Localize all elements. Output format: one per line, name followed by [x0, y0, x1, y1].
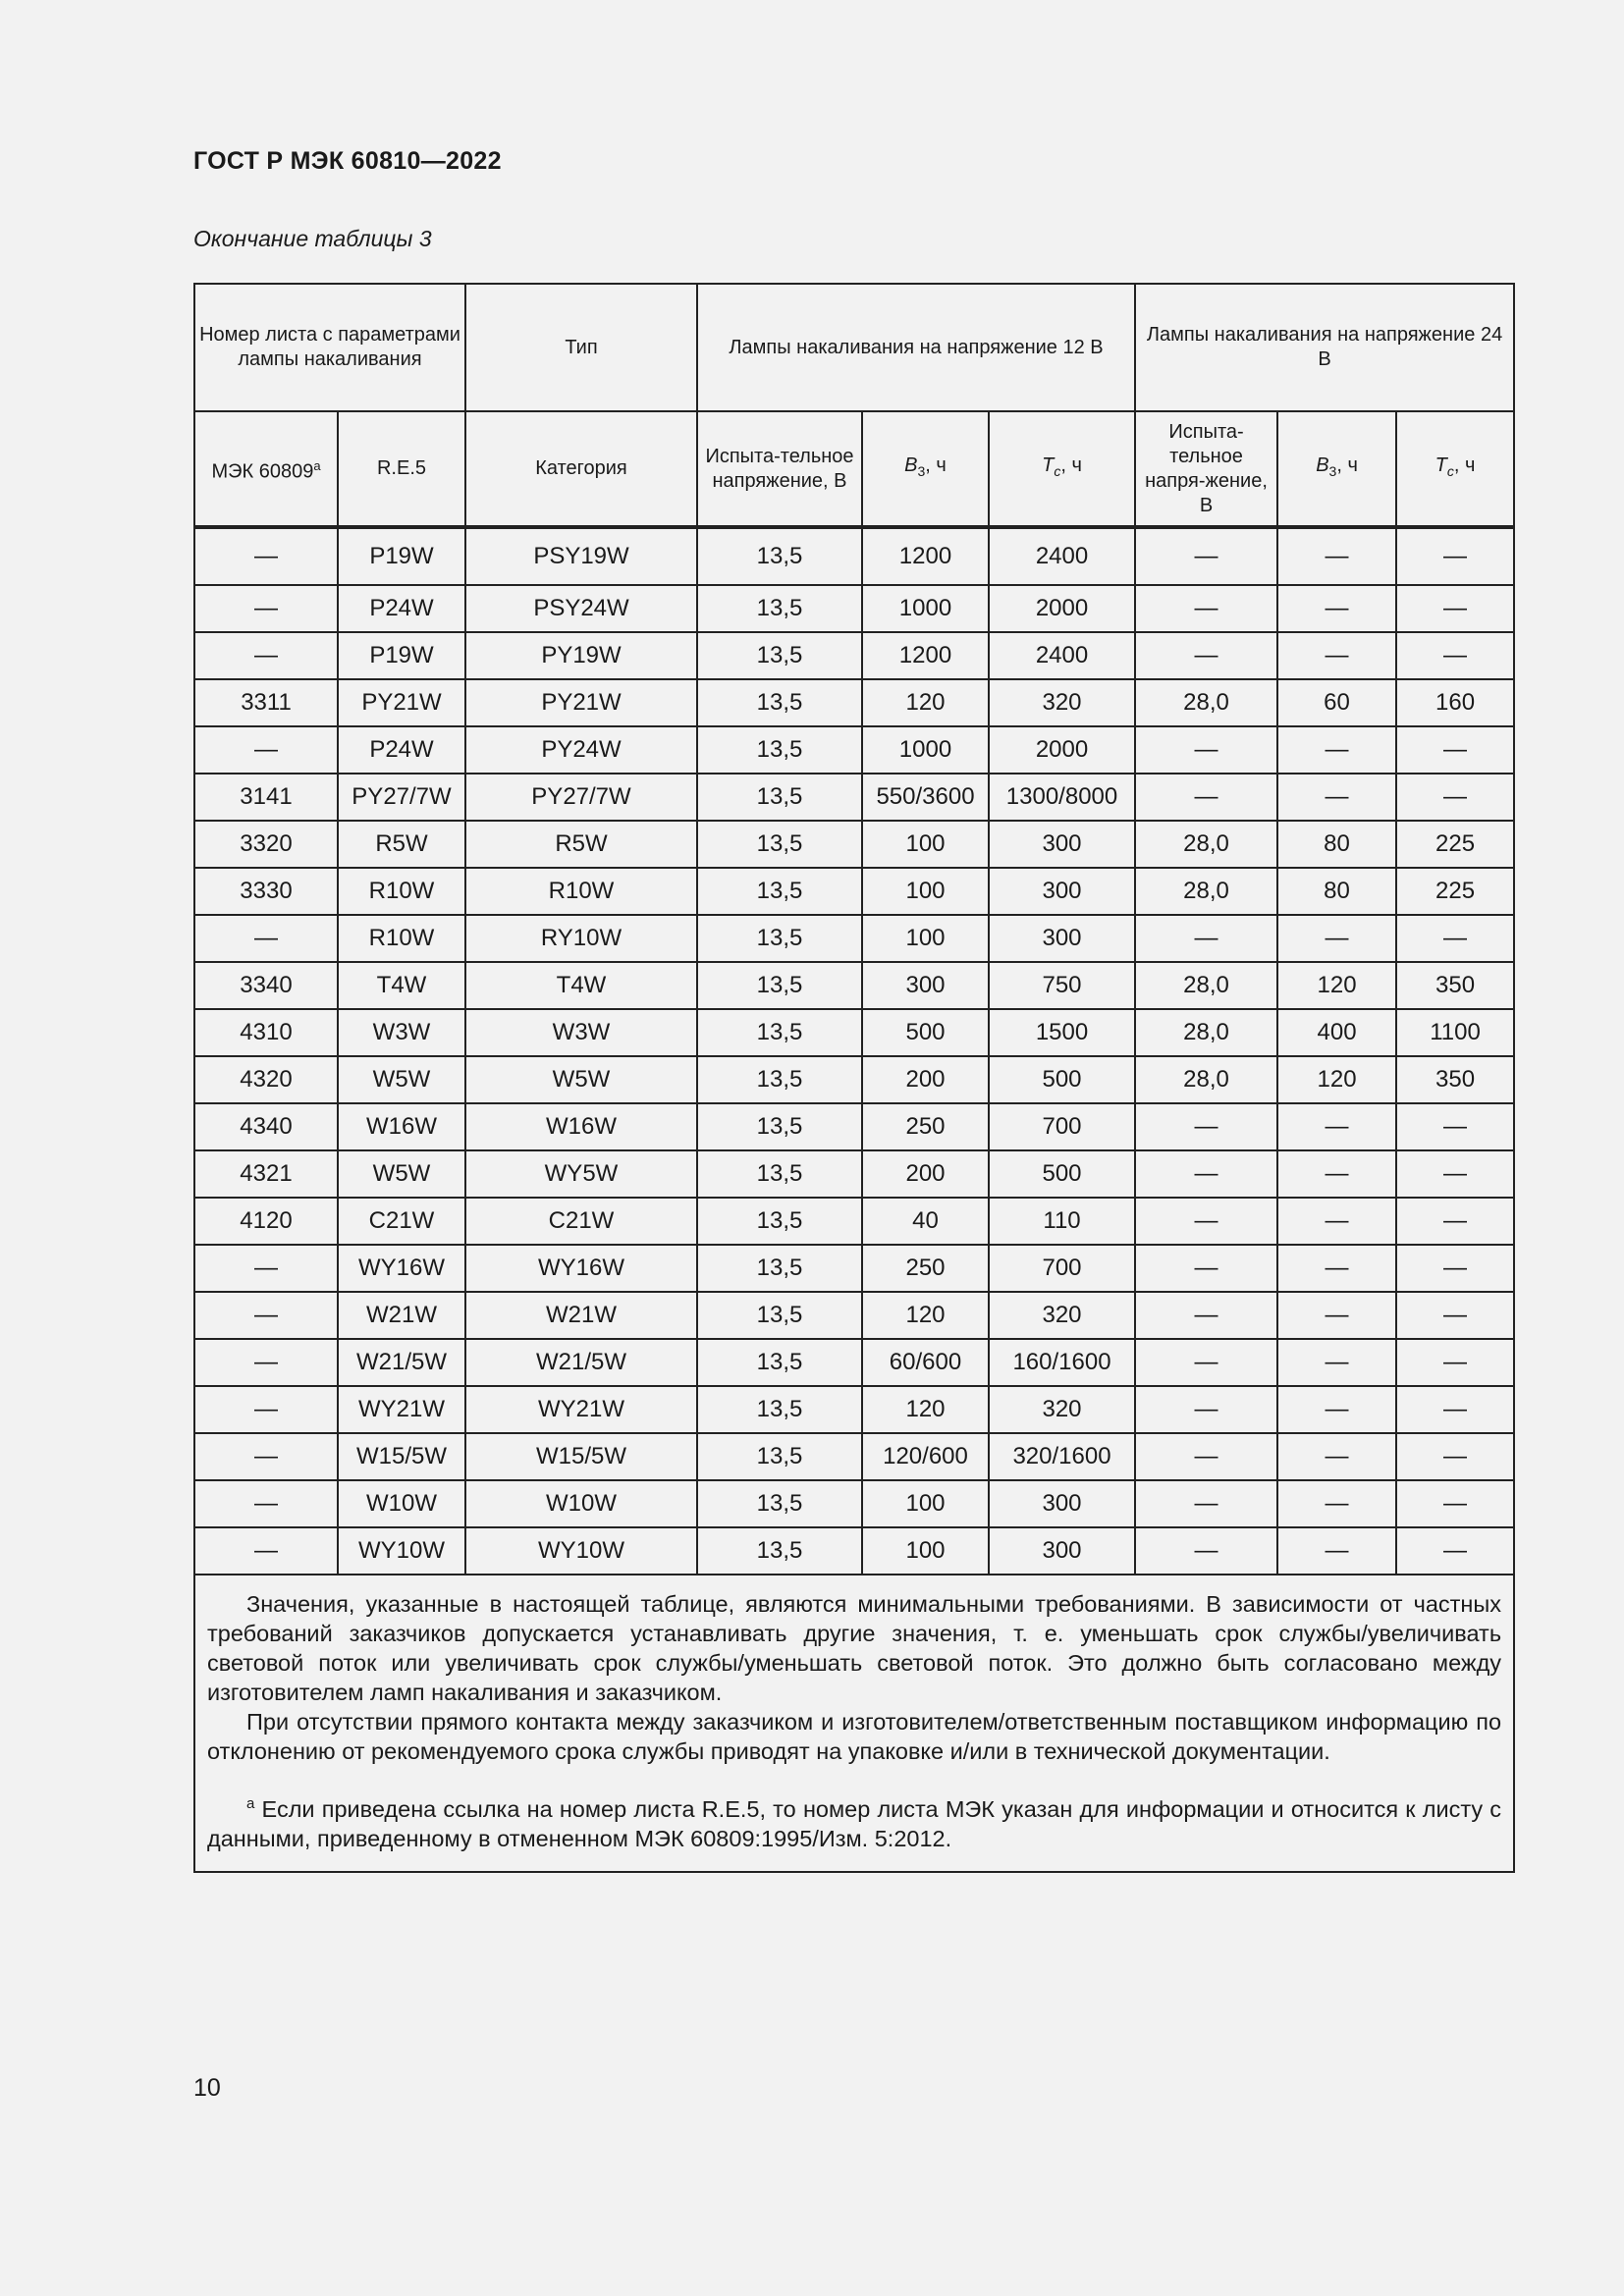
cell-tc-24v: — [1396, 1433, 1514, 1480]
cell-tc-24v: — [1396, 915, 1514, 962]
table-row [194, 1527, 1514, 1575]
footnote-marker: a [313, 457, 321, 473]
cell-tc-24v: 225 [1396, 868, 1514, 915]
cell-b3-12v: 200 [862, 1150, 989, 1198]
cell-re5-number: P24W [338, 726, 465, 774]
cell-tc-24v: — [1396, 1103, 1514, 1150]
cell-category: R10W [465, 868, 697, 915]
cell-b3-12v: 200 [862, 1056, 989, 1103]
cell-re5-number: W16W [338, 1103, 465, 1150]
cell-tc-24v: — [1396, 585, 1514, 632]
table-row [194, 774, 1514, 821]
cell-iec-number: 4321 [194, 1150, 338, 1198]
cell-iec-number: 4320 [194, 1056, 338, 1103]
cell-tc-12v: 300 [989, 868, 1135, 915]
table-row [194, 915, 1514, 962]
cell-tc-12v: 320 [989, 1292, 1135, 1339]
cell-category: PSY24W [465, 585, 697, 632]
cell-iec-number: 3340 [194, 962, 338, 1009]
cell-test-voltage-24v: 28,0 [1135, 679, 1277, 726]
cell-iec-number: 3330 [194, 868, 338, 915]
cell-tc-12v: 320 [989, 1386, 1135, 1433]
cell-tc-12v: 320 [989, 679, 1135, 726]
cell-test-voltage-12v: 13,5 [697, 774, 862, 821]
cell-b3-12v: 40 [862, 1198, 989, 1245]
cell-test-voltage-24v: — [1135, 915, 1277, 962]
cell-b3-12v: 120 [862, 679, 989, 726]
cell-b3-12v: 100 [862, 915, 989, 962]
cell-b3-24v: 80 [1277, 868, 1396, 915]
b3-symbol: B [904, 454, 918, 476]
cell-test-voltage-24v: — [1135, 1103, 1277, 1150]
cell-test-voltage-12v: 13,5 [697, 585, 862, 632]
cell-test-voltage-12v: 13,5 [697, 1433, 862, 1480]
tc-symbol: T [1435, 454, 1447, 476]
cell-test-voltage-24v: 28,0 [1135, 1056, 1277, 1103]
cell-iec-number: 4120 [194, 1198, 338, 1245]
table-row [194, 1386, 1514, 1433]
cell-test-voltage-24v: 28,0 [1135, 962, 1277, 1009]
note-paragraph-2: При отсутствии прямого контакта между заказчиком и изготовителем/ответственным поставщиком информацию по отклонению от рекомендуемого срока службы приводят на упаковке и/или в технической документации. [207, 1709, 1502, 1764]
table-row [194, 1433, 1514, 1480]
cell-test-voltage-12v: 13,5 [697, 1386, 862, 1433]
header-b3-12v [862, 411, 989, 527]
cell-b3-12v: 100 [862, 1527, 989, 1575]
cell-b3-24v: — [1277, 774, 1396, 821]
cell-test-voltage-24v: — [1135, 1245, 1277, 1292]
cell-b3-12v: 250 [862, 1245, 989, 1292]
cell-re5-number: W5W [338, 1150, 465, 1198]
table-row [194, 1009, 1514, 1056]
table-row [194, 1056, 1514, 1103]
table-row [194, 1339, 1514, 1386]
cell-re5-number: R5W [338, 821, 465, 868]
cell-tc-12v: 300 [989, 1480, 1135, 1527]
note-paragraph-1: Значения, указанные в настоящей таблице, являются минимальными требованиями. В зависимости от частных требований заказчиков допускается устанавливать другие значения, т. е. уменьшать срок службы/увеличивать световой поток или увеличивать срок службы/уменьшать световой поток. Это должно быть согласовано между изготовителем ламп накаливания и заказчиком. [207, 1591, 1502, 1705]
cell-test-voltage-12v: 13,5 [697, 821, 862, 868]
cell-tc-24v: — [1396, 632, 1514, 679]
cell-test-voltage-24v: — [1135, 1386, 1277, 1433]
cell-tc-24v: 160 [1396, 679, 1514, 726]
cell-test-voltage-12v: 13,5 [697, 1480, 862, 1527]
notes-row [194, 1575, 1514, 1872]
cell-tc-24v: — [1396, 1245, 1514, 1292]
cell-b3-12v: 1000 [862, 726, 989, 774]
cell-iec-number: 3141 [194, 774, 338, 821]
cell-tc-12v: 1300/8000 [989, 774, 1135, 821]
header-category: Категория [465, 411, 697, 527]
cell-test-voltage-12v: 13,5 [697, 962, 862, 1009]
cell-re5-number: C21W [338, 1198, 465, 1245]
cell-b3-24v: — [1277, 1480, 1396, 1527]
cell-tc-24v: — [1396, 1339, 1514, 1386]
cell-test-voltage-12v: 13,5 [697, 679, 862, 726]
cell-category: RY10W [465, 915, 697, 962]
cell-tc-12v: 500 [989, 1150, 1135, 1198]
cell-b3-24v: 400 [1277, 1009, 1396, 1056]
cell-category: W16W [465, 1103, 697, 1150]
cell-tc-24v: — [1396, 1386, 1514, 1433]
cell-b3-12v: 1200 [862, 632, 989, 679]
cell-category: W10W [465, 1480, 697, 1527]
cell-tc-24v: — [1396, 1150, 1514, 1198]
cell-tc-24v: 225 [1396, 821, 1514, 868]
cell-tc-24v: 350 [1396, 1056, 1514, 1103]
cell-category: WY10W [465, 1527, 697, 1575]
cell-re5-number: W21/5W [338, 1339, 465, 1386]
tc-subscript: c [1054, 463, 1061, 479]
cell-b3-24v: — [1277, 915, 1396, 962]
table-row [194, 632, 1514, 679]
cell-b3-24v: — [1277, 1292, 1396, 1339]
table-row [194, 1150, 1514, 1198]
cell-test-voltage-12v: 13,5 [697, 527, 862, 585]
cell-iec-number: — [194, 915, 338, 962]
header-tc-24v [1396, 411, 1514, 527]
cell-iec-number: 3320 [194, 821, 338, 868]
cell-tc-12v: 2400 [989, 632, 1135, 679]
cell-b3-24v: 80 [1277, 821, 1396, 868]
cell-test-voltage-12v: 13,5 [697, 1150, 862, 1198]
cell-b3-12v: 120/600 [862, 1433, 989, 1480]
cell-tc-12v: 1500 [989, 1009, 1135, 1056]
cell-category: C21W [465, 1198, 697, 1245]
cell-b3-24v: — [1277, 632, 1396, 679]
cell-test-voltage-24v: — [1135, 774, 1277, 821]
cell-test-voltage-24v: — [1135, 726, 1277, 774]
cell-test-voltage-24v: — [1135, 632, 1277, 679]
cell-tc-12v: 110 [989, 1198, 1135, 1245]
cell-test-voltage-24v: — [1135, 1150, 1277, 1198]
tc-unit: , ч [1060, 454, 1082, 476]
cell-category: W3W [465, 1009, 697, 1056]
cell-iec-number: — [194, 726, 338, 774]
cell-b3-24v: — [1277, 1245, 1396, 1292]
tc-subscript: c [1446, 463, 1454, 479]
cell-test-voltage-12v: 13,5 [697, 632, 862, 679]
cell-tc-12v: 320/1600 [989, 1433, 1135, 1480]
cell-b3-12v: 500 [862, 1009, 989, 1056]
cell-b3-12v: 550/3600 [862, 774, 989, 821]
cell-iec-number: — [194, 1527, 338, 1575]
cell-re5-number: W15/5W [338, 1433, 465, 1480]
table-row [194, 1103, 1514, 1150]
cell-tc-24v: — [1396, 1480, 1514, 1527]
cell-test-voltage-24v: — [1135, 585, 1277, 632]
cell-test-voltage-12v: 13,5 [697, 915, 862, 962]
cell-category: PY19W [465, 632, 697, 679]
cell-re5-number: PY27/7W [338, 774, 465, 821]
cell-re5-number: T4W [338, 962, 465, 1009]
cell-b3-12v: 1000 [862, 585, 989, 632]
cell-tc-12v: 2400 [989, 527, 1135, 585]
cell-test-voltage-12v: 13,5 [697, 726, 862, 774]
tc-unit: , ч [1453, 454, 1476, 476]
cell-iec-number: — [194, 1292, 338, 1339]
cell-re5-number: R10W [338, 915, 465, 962]
cell-tc-24v: — [1396, 1198, 1514, 1245]
cell-tc-12v: 500 [989, 1056, 1135, 1103]
header-lamps-24v: Лампы накаливания на напряжение 24 В [1135, 284, 1514, 411]
header-iec-label: МЭК 60809 [211, 460, 314, 483]
b3-unit: , ч [1336, 454, 1358, 476]
cell-re5-number: WY10W [338, 1527, 465, 1575]
cell-b3-12v: 60/600 [862, 1339, 989, 1386]
cell-iec-number: — [194, 527, 338, 585]
cell-b3-24v: 60 [1277, 679, 1396, 726]
table-row [194, 679, 1514, 726]
cell-iec-number: 4340 [194, 1103, 338, 1150]
cell-category: W21/5W [465, 1339, 697, 1386]
cell-b3-24v: — [1277, 1339, 1396, 1386]
cell-re5-number: W10W [338, 1480, 465, 1527]
footnote-text: Если приведена ссылка на номер листа R.E.5, то номер листа МЭК указан для информации и относится к листу с данными, приведенному в отмененном МЭК 60809:1995/Изм. 5:2012. [207, 1795, 1502, 1851]
cell-tc-12v: 2000 [989, 585, 1135, 632]
cell-iec-number: — [194, 1480, 338, 1527]
cell-iec-number: 3311 [194, 679, 338, 726]
header-test-voltage-24v: Испыта-тельное напря-жение, В [1135, 411, 1277, 527]
table-caption: Окончание таблицы 3 [193, 226, 432, 251]
cell-tc-24v: — [1396, 774, 1514, 821]
cell-b3-24v: — [1277, 1433, 1396, 1480]
cell-category: PY24W [465, 726, 697, 774]
cell-tc-24v: — [1396, 1527, 1514, 1575]
cell-test-voltage-24v: 28,0 [1135, 868, 1277, 915]
cell-test-voltage-24v: — [1135, 527, 1277, 585]
cell-b3-24v: 120 [1277, 1056, 1396, 1103]
cell-test-voltage-12v: 13,5 [697, 1198, 862, 1245]
cell-re5-number: P19W [338, 632, 465, 679]
header-test-voltage-12v: Испыта-тельное напряжение, В [697, 411, 862, 527]
cell-category: WY21W [465, 1386, 697, 1433]
cell-test-voltage-24v: — [1135, 1527, 1277, 1575]
table-row [194, 1480, 1514, 1527]
cell-iec-number: — [194, 585, 338, 632]
cell-re5-number: P19W [338, 527, 465, 585]
table-row [194, 962, 1514, 1009]
table-row [194, 821, 1514, 868]
cell-test-voltage-24v: — [1135, 1480, 1277, 1527]
cell-category: WY5W [465, 1150, 697, 1198]
cell-iec-number: — [194, 1339, 338, 1386]
cell-test-voltage-12v: 13,5 [697, 1527, 862, 1575]
footnote [207, 1789, 1501, 1853]
cell-b3-12v: 100 [862, 821, 989, 868]
cell-b3-12v: 120 [862, 1386, 989, 1433]
cell-category: PY21W [465, 679, 697, 726]
cell-category: PSY19W [465, 527, 697, 585]
cell-test-voltage-24v: — [1135, 1292, 1277, 1339]
cell-tc-24v: — [1396, 726, 1514, 774]
cell-b3-24v: — [1277, 1386, 1396, 1433]
cell-b3-12v: 100 [862, 1480, 989, 1527]
cell-test-voltage-24v: — [1135, 1198, 1277, 1245]
cell-b3-12v: 300 [862, 962, 989, 1009]
cell-test-voltage-12v: 13,5 [697, 1103, 862, 1150]
cell-tc-12v: 300 [989, 1527, 1135, 1575]
cell-tc-24v: 350 [1396, 962, 1514, 1009]
cell-re5-number: W21W [338, 1292, 465, 1339]
cell-test-voltage-24v: 28,0 [1135, 1009, 1277, 1056]
cell-iec-number: — [194, 1433, 338, 1480]
cell-re5-number: R10W [338, 868, 465, 915]
page-number: 10 [193, 2074, 221, 2102]
cell-category: W5W [465, 1056, 697, 1103]
cell-b3-12v: 1200 [862, 527, 989, 585]
cell-b3-12v: 250 [862, 1103, 989, 1150]
header-re5: R.E.5 [338, 411, 465, 527]
b3-symbol: B [1316, 454, 1329, 476]
header-type: Тип [465, 284, 697, 411]
cell-test-voltage-12v: 13,5 [697, 1056, 862, 1103]
cell-iec-number: — [194, 1386, 338, 1433]
cell-re5-number: W5W [338, 1056, 465, 1103]
cell-b3-24v: — [1277, 1150, 1396, 1198]
cell-tc-12v: 700 [989, 1245, 1135, 1292]
cell-category: WY16W [465, 1245, 697, 1292]
cell-test-voltage-12v: 13,5 [697, 1009, 862, 1056]
header-iec [194, 411, 338, 527]
table-row [194, 1292, 1514, 1339]
table-row [194, 585, 1514, 632]
cell-category: T4W [465, 962, 697, 1009]
cell-iec-number: — [194, 632, 338, 679]
cell-category: W15/5W [465, 1433, 697, 1480]
table-row [194, 1198, 1514, 1245]
cell-category: R5W [465, 821, 697, 868]
cell-tc-24v: — [1396, 1292, 1514, 1339]
cell-test-voltage-24v: — [1135, 1339, 1277, 1386]
cell-tc-12v: 700 [989, 1103, 1135, 1150]
table-row [194, 527, 1514, 585]
lamp-parameters-table [193, 283, 1515, 1873]
tc-symbol: T [1042, 454, 1055, 476]
cell-re5-number: WY16W [338, 1245, 465, 1292]
cell-test-voltage-24v: 28,0 [1135, 821, 1277, 868]
cell-iec-number: — [194, 1245, 338, 1292]
cell-category: W21W [465, 1292, 697, 1339]
b3-unit: , ч [925, 454, 947, 476]
b3-subscript: 3 [917, 463, 926, 479]
header-lamps-12v: Лампы накаливания на напряжение 12 В [697, 284, 1135, 411]
footnote-mark: a [246, 1795, 255, 1812]
cell-re5-number: W3W [338, 1009, 465, 1056]
cell-test-voltage-12v: 13,5 [697, 868, 862, 915]
cell-test-voltage-12v: 13,5 [697, 1245, 862, 1292]
cell-b3-24v: — [1277, 585, 1396, 632]
cell-tc-12v: 300 [989, 915, 1135, 962]
cell-b3-24v: — [1277, 726, 1396, 774]
b3-subscript: 3 [1328, 463, 1337, 479]
cell-b3-24v: 120 [1277, 962, 1396, 1009]
document-header: ГОСТ Р МЭК 60810—2022 [193, 147, 502, 175]
cell-iec-number: 4310 [194, 1009, 338, 1056]
cell-re5-number: P24W [338, 585, 465, 632]
cell-b3-12v: 100 [862, 868, 989, 915]
header-b3-24v [1277, 411, 1396, 527]
cell-b3-24v: — [1277, 527, 1396, 585]
cell-b3-24v: — [1277, 1198, 1396, 1245]
table-notes [194, 1575, 1514, 1872]
cell-category: PY27/7W [465, 774, 697, 821]
cell-b3-24v: — [1277, 1103, 1396, 1150]
table-row [194, 1245, 1514, 1292]
cell-b3-24v: — [1277, 1527, 1396, 1575]
cell-tc-12v: 2000 [989, 726, 1135, 774]
cell-tc-24v: — [1396, 527, 1514, 585]
cell-re5-number: PY21W [338, 679, 465, 726]
cell-tc-12v: 160/1600 [989, 1339, 1135, 1386]
cell-b3-12v: 120 [862, 1292, 989, 1339]
table-row [194, 726, 1514, 774]
header-sheet-number: Номер листа с параметрами лампы накаливания [194, 284, 465, 411]
cell-tc-12v: 300 [989, 821, 1135, 868]
cell-tc-24v: 1100 [1396, 1009, 1514, 1056]
cell-test-voltage-12v: 13,5 [697, 1339, 862, 1386]
cell-tc-12v: 750 [989, 962, 1135, 1009]
header-tc-12v [989, 411, 1135, 527]
cell-test-voltage-24v: — [1135, 1433, 1277, 1480]
cell-re5-number: WY21W [338, 1386, 465, 1433]
table-row [194, 868, 1514, 915]
cell-test-voltage-12v: 13,5 [697, 1292, 862, 1339]
